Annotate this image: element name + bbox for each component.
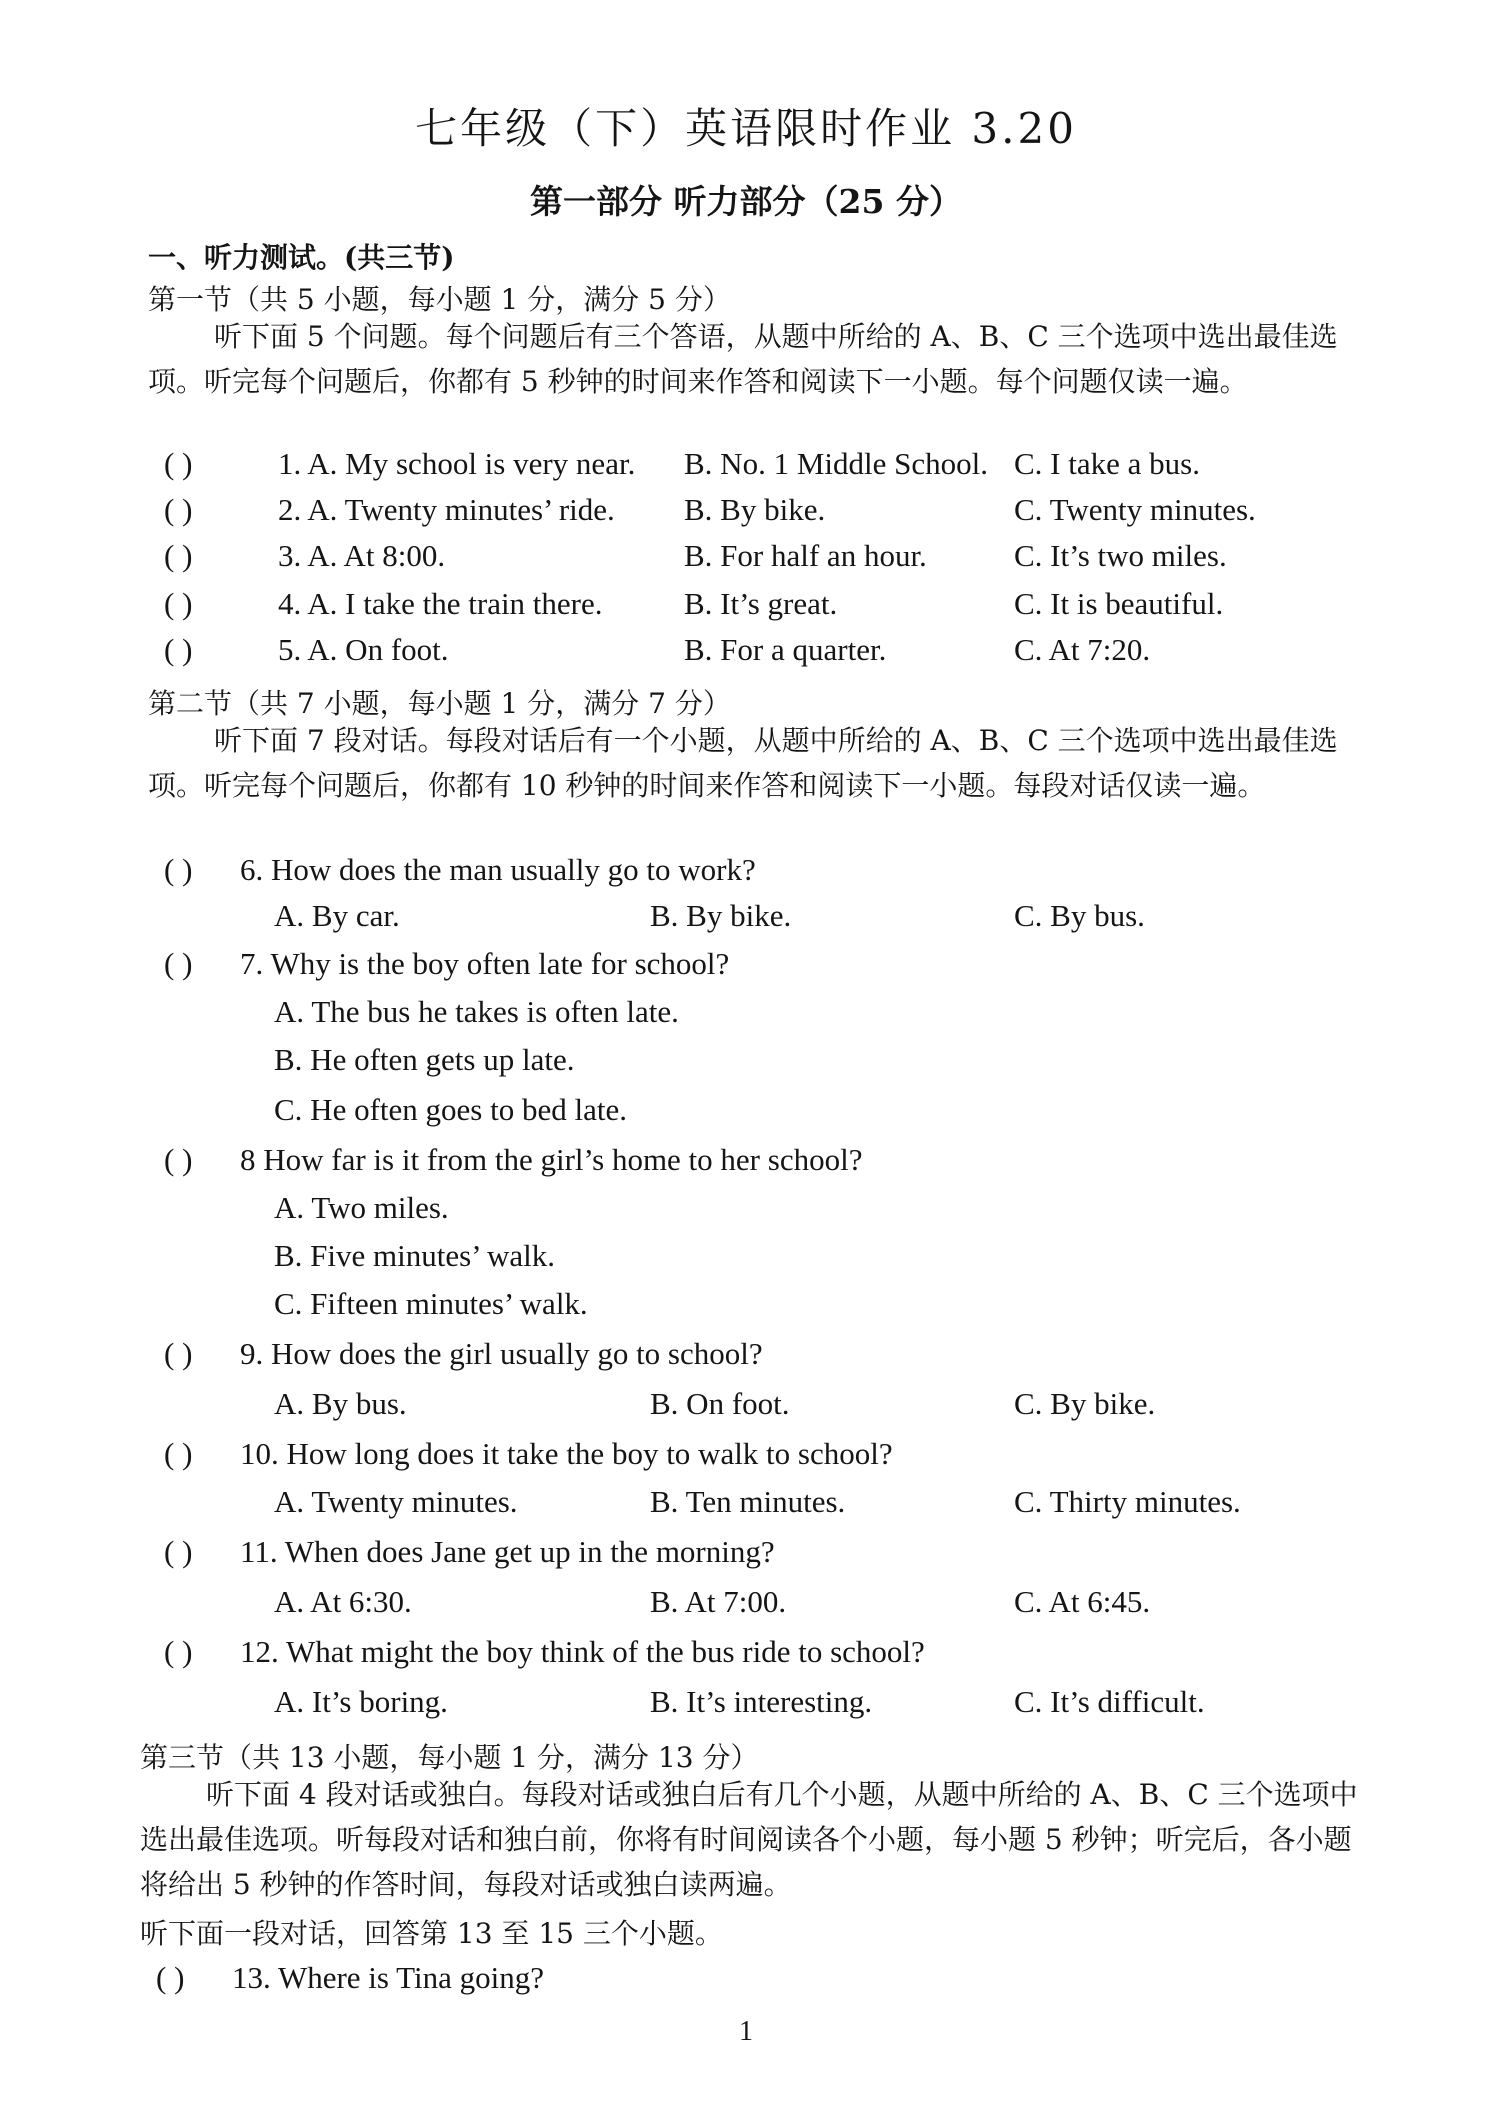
answer-blank[interactable]: ( ) xyxy=(164,1634,193,1669)
page-title: 七年级（下）英语限时作业 3.20 xyxy=(415,104,1077,153)
question-text: 8 How far is it from the girl’s home to her school? xyxy=(240,1142,863,1177)
answer-blank[interactable]: ( ) xyxy=(156,1960,185,1995)
option-c: C. It’s two miles. xyxy=(1014,538,1227,573)
option-b: B. It’s interesting. xyxy=(650,1684,873,1719)
sec1-heading: 第一节（共 5 小题，每小题 1 分，满分 5 分） xyxy=(148,283,731,316)
option-c: C. It is beautiful. xyxy=(1014,586,1224,621)
part-title: 第一部分 听力部分（25 分） xyxy=(530,182,962,221)
question-7-option-b xyxy=(148,1042,1398,1086)
option-c: C. Fifteen minutes’ walk. xyxy=(274,1286,588,1321)
sec1-instruction xyxy=(148,314,1358,404)
option-c: C. He often goes to bed late. xyxy=(274,1092,627,1127)
question-row-5 xyxy=(148,632,1398,676)
answer-blank[interactable]: ( ) xyxy=(164,946,193,981)
option-c: C. Thirty minutes. xyxy=(1014,1484,1241,1519)
question-10 xyxy=(148,1436,1398,1480)
question-text: 6. How does the man usually go to work? xyxy=(240,852,756,887)
question-11-options xyxy=(148,1584,1398,1628)
option-a: A. The bus he takes is often late. xyxy=(274,994,679,1029)
option-c: C. Twenty minutes. xyxy=(1014,492,1256,527)
question-13 xyxy=(140,1960,1390,2004)
question-row-3 xyxy=(148,538,1398,582)
sec2-instruction-text: 听下面 7 段对话。每段对话后有一个小题，从题中所给的 A、B、C 三个选项中选出最佳选项。听完每个问题后，你都有 10 秒钟的时间来作答和阅读下一小题。每段对话仅读一遍。 xyxy=(148,724,1338,802)
option-a: A. It’s boring. xyxy=(274,1684,448,1719)
question-row-1 xyxy=(148,446,1398,490)
question-7 xyxy=(148,946,1398,990)
sec3-instruction-text: 听下面 4 段对话或独白。每段对话或独白后有几个小题，从题中所给的 A、B、C 三个选项中选出最佳选项。听每段对话和独白前，你将有时间阅读各个小题，每小题 5 秒钟；听完后，各小题将给出 5 秒钟的作答时间，每段对话或独白读两遍。 xyxy=(140,1778,1358,1901)
answer-blank[interactable]: ( ) xyxy=(164,852,193,887)
option-c: C. At 6:45. xyxy=(1014,1584,1151,1619)
question-6-options xyxy=(148,898,1398,942)
question-row-2 xyxy=(148,492,1398,536)
answer-blank[interactable]: ( ) xyxy=(164,1534,193,1569)
option-b: B. On foot. xyxy=(650,1386,790,1421)
option-a: 2. A. Twenty minutes’ ride. xyxy=(278,492,615,527)
option-a: A. By bus. xyxy=(274,1386,407,1421)
option-c: C. I take a bus. xyxy=(1014,446,1200,481)
sec1-instruction-text: 听下面 5 个问题。每个问题后有三个答语，从题中所给的 A、B、C 三个选项中选出最佳选项。听完每个问题后，你都有 5 秒钟的时间来作答和阅读下一小题。每个问题仅读一遍。 xyxy=(148,320,1338,398)
option-b: B. At 7:00. xyxy=(650,1584,787,1619)
question-12 xyxy=(148,1634,1398,1678)
option-b: B. For half an hour. xyxy=(684,538,927,573)
answer-blank[interactable]: ( ) xyxy=(164,586,193,621)
question-7-option-c xyxy=(148,1092,1398,1136)
answer-blank[interactable]: ( ) xyxy=(164,446,193,481)
question-6 xyxy=(148,852,1398,896)
question-text: 12. What might the boy think of the bus ride to school? xyxy=(240,1634,925,1669)
option-a: A. By car. xyxy=(274,898,400,933)
option-a: 1. A. My school is very near. xyxy=(278,446,636,481)
question-text: 7. Why is the boy often late for school? xyxy=(240,946,730,981)
question-8-option-c xyxy=(148,1286,1398,1330)
option-a: A. Two miles. xyxy=(274,1190,449,1225)
option-b: B. He often gets up late. xyxy=(274,1042,575,1077)
question-7-option-a xyxy=(148,994,1398,1038)
answer-blank[interactable]: ( ) xyxy=(164,1436,193,1471)
answer-blank[interactable]: ( ) xyxy=(164,538,193,573)
page-number: 1 xyxy=(739,2016,753,2047)
option-a: 4. A. I take the train there. xyxy=(278,586,603,621)
question-text: 10. How long does it take the boy to walk to school? xyxy=(240,1436,893,1471)
option-a: 3. A. At 8:00. xyxy=(278,538,446,573)
option-b: B. It’s great. xyxy=(684,586,838,621)
option-c: C. By bike. xyxy=(1014,1386,1156,1421)
question-9 xyxy=(148,1336,1398,1380)
sec2-heading: 第二节（共 7 小题，每小题 1 分，满分 7 分） xyxy=(148,687,731,720)
question-8-option-b xyxy=(148,1238,1398,1282)
answer-blank[interactable]: ( ) xyxy=(164,492,193,527)
option-b: B. Five minutes’ walk. xyxy=(274,1238,555,1273)
sec3-heading: 第三节（共 13 小题，每小题 1 分，满分 13 分） xyxy=(140,1741,759,1774)
option-b: B. For a quarter. xyxy=(684,632,887,667)
sec3-sub-instruction: 听下面一段对话，回答第 13 至 15 三个小题。 xyxy=(140,1917,723,1950)
question-row-4 xyxy=(148,586,1398,630)
section-heading: 一、听力测试。(共三节) xyxy=(148,241,455,274)
question-11 xyxy=(148,1534,1398,1578)
option-b: B. No. 1 Middle School. xyxy=(684,446,988,481)
question-12-options xyxy=(148,1684,1398,1728)
question-text: 11. When does Jane get up in the morning? xyxy=(240,1534,775,1569)
option-c: C. By bus. xyxy=(1014,898,1145,933)
answer-blank[interactable]: ( ) xyxy=(164,632,193,667)
option-a: A. Twenty minutes. xyxy=(274,1484,518,1519)
sec3-instruction xyxy=(140,1772,1358,1907)
question-8 xyxy=(148,1142,1398,1186)
option-b: B. By bike. xyxy=(684,492,826,527)
question-10-options xyxy=(148,1484,1398,1528)
answer-blank[interactable]: ( ) xyxy=(164,1336,193,1371)
option-a: 5. A. On foot. xyxy=(278,632,449,667)
option-c: C. It’s difficult. xyxy=(1014,1684,1205,1719)
question-9-options xyxy=(148,1386,1398,1430)
question-8-option-a xyxy=(148,1190,1398,1234)
option-b: B. By bike. xyxy=(650,898,792,933)
sec2-instruction xyxy=(148,718,1358,808)
question-text: 13. Where is Tina going? xyxy=(232,1960,544,1995)
option-b: B. Ten minutes. xyxy=(650,1484,846,1519)
option-c: C. At 7:20. xyxy=(1014,632,1151,667)
question-text: 9. How does the girl usually go to school? xyxy=(240,1336,763,1371)
option-a: A. At 6:30. xyxy=(274,1584,412,1619)
answer-blank[interactable]: ( ) xyxy=(164,1142,193,1177)
